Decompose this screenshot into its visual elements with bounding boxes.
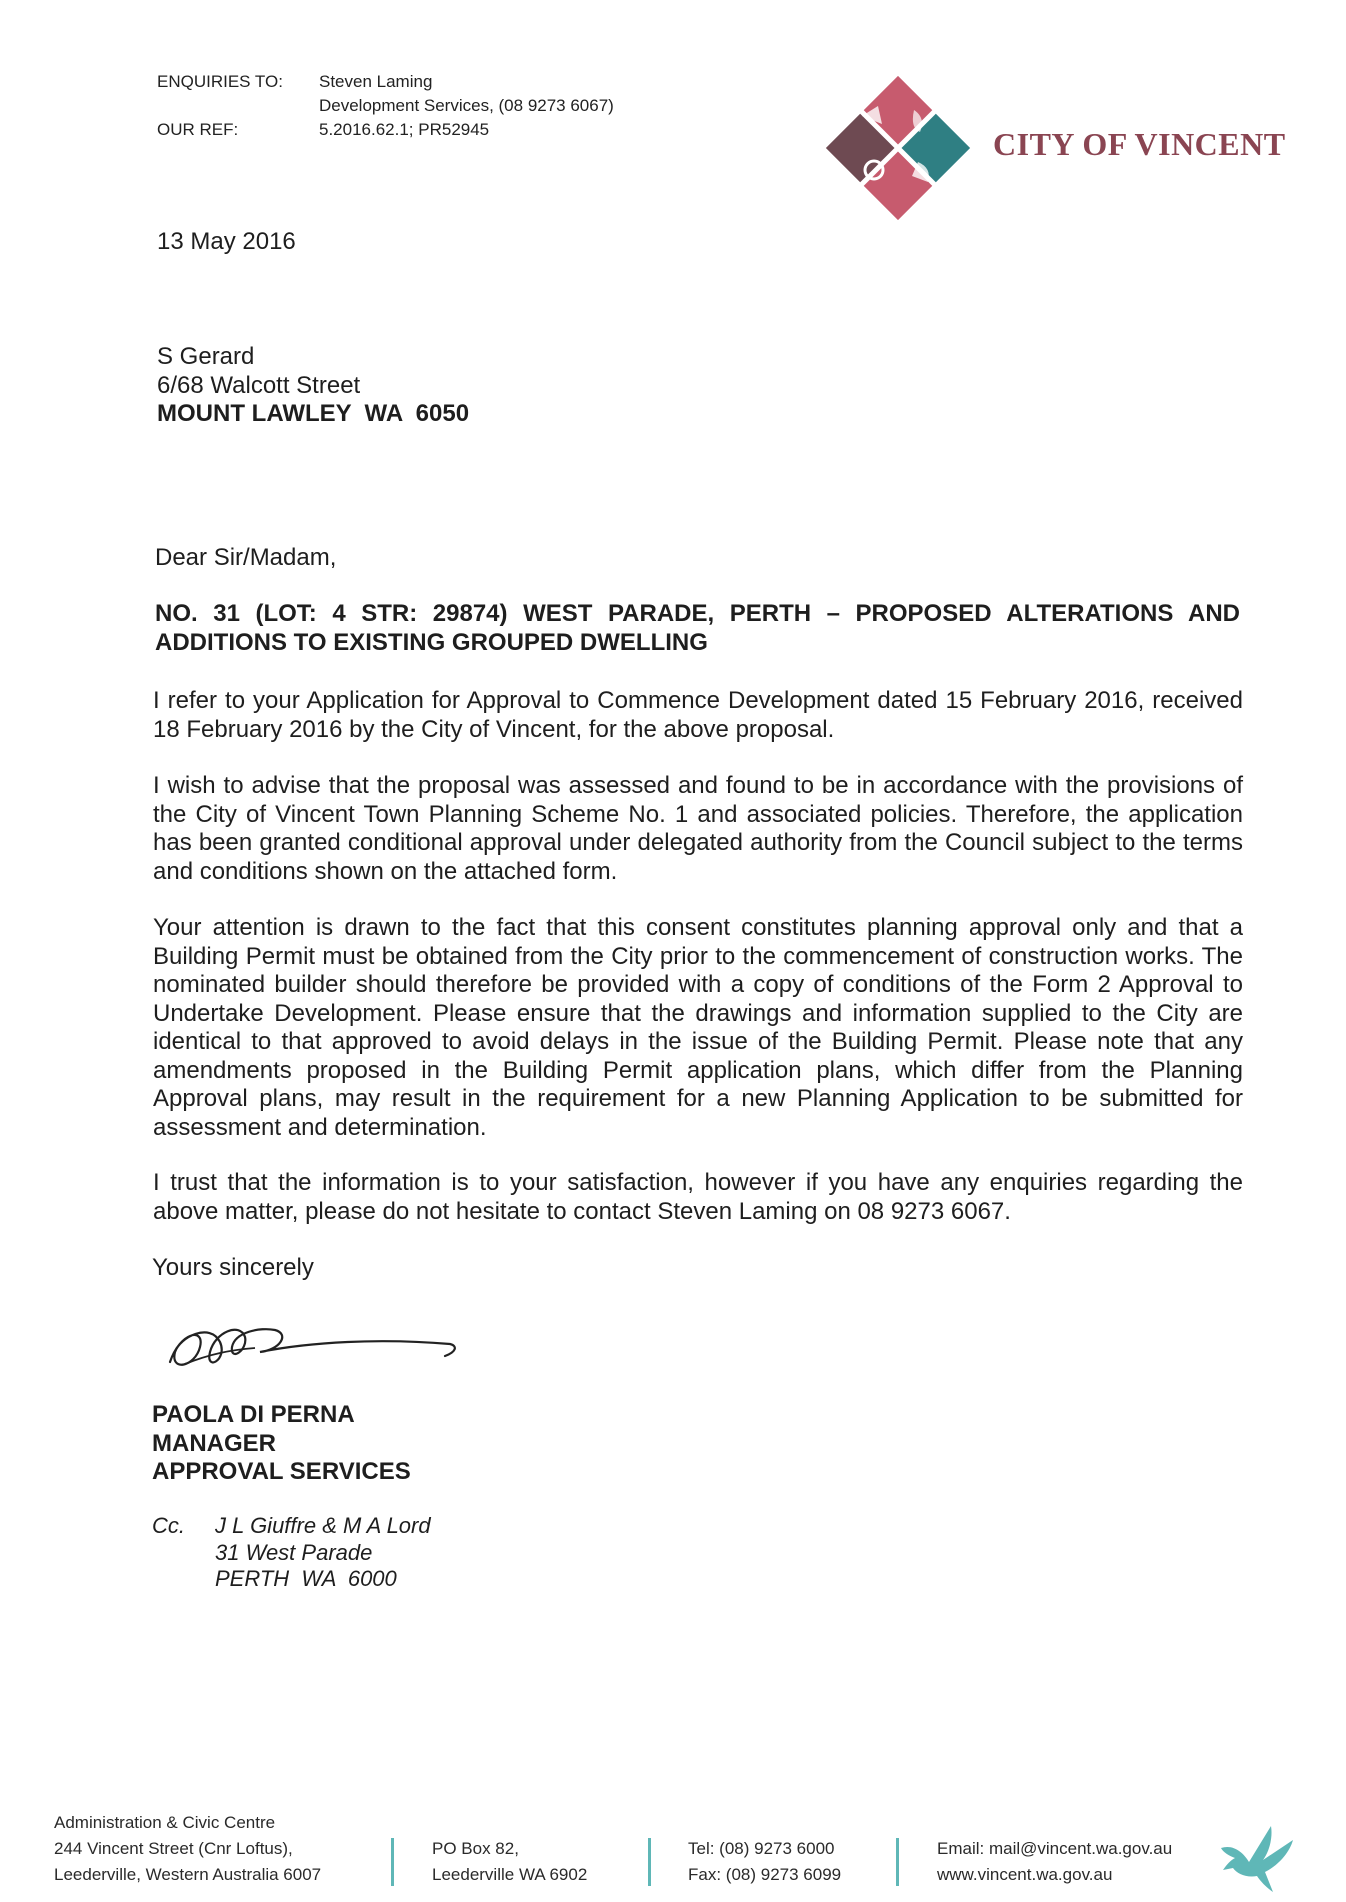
footer-po: PO Box 82, xyxy=(432,1839,519,1858)
bird-icon xyxy=(1213,1818,1303,1898)
paragraph: I trust that the information is to your satisfaction, however if you have any enquiries regarding the above matter, please do not hesitate to contact Steven Laming on 08 9273 6067. xyxy=(153,1169,1243,1225)
paragraph: I refer to your Application for Approval to Commence Development dated 15 February 2016, received 18 February 2016 by the City of Vincent, for the above proposal. xyxy=(153,687,1243,743)
footer-fax: Fax: (08) 9273 6099 xyxy=(688,1865,842,1884)
cc-address xyxy=(215,1513,431,1593)
footer-divider xyxy=(648,1838,651,1886)
footer-web: www.vincent.wa.gov.au xyxy=(937,1865,1113,1884)
footer-centre-locality: Leederville, Western Australia 6007 xyxy=(54,1865,322,1884)
recipient-locality: MOUNT LAWLEY WA 6050 xyxy=(157,400,470,427)
ref-label: OUR REF: xyxy=(157,120,239,139)
footer-divider xyxy=(391,1838,394,1886)
org-name: CITY OF VINCENT xyxy=(993,126,1286,162)
subject-heading: NO. 31 (LOT: 4 STR: 29874) WEST PARADE, PERTH – PROPOSED ALTERATIONS AND ADDITIONS TO EXISTING GROUPED DWELLING xyxy=(155,600,1240,656)
cc-locality: PERTH WA 6000 xyxy=(215,1566,397,1591)
footer-admin-centre xyxy=(54,1810,321,1888)
salutation: Dear Sir/Madam, xyxy=(155,544,337,571)
footer-po-box xyxy=(432,1836,587,1888)
footer-po-locality: Leederville WA 6902 xyxy=(432,1865,588,1884)
footer-centre-street: 244 Vincent Street (Cnr Loftus), xyxy=(54,1839,293,1858)
cc-names: J L Giuffre & M A Lord xyxy=(215,1513,431,1538)
footer-email: Email: mail@vincent.wa.gov.au xyxy=(937,1839,1173,1858)
paragraph: Your attention is drawn to the fact that this consent constitutes planning approval only and that a Building Permit must be obtained from the City prior to the commencement of construction works. The nominated builder should therefore be provided with a copy of conditions of the Form 2 Approval to Undertake Development. Please ensure that the drawings and information supplied to the City are identical to that approved to avoid delays in the issue of the Building Permit. Please note that any amendments proposed in the Building Permit application plans, which differ from the Planning Approval plans, may result in the requirement for a new Planning Application to be submitted for assessment and determination. xyxy=(153,914,1243,1141)
ref-value: 5.2016.62.1; PR52945 xyxy=(319,120,490,139)
signer-block xyxy=(152,1401,411,1487)
signer-title: MANAGER xyxy=(152,1429,276,1457)
footer-contact xyxy=(937,1836,1172,1888)
recipient-street: 6/68 Walcott Street xyxy=(157,371,361,399)
cc-label: Cc. xyxy=(152,1513,185,1538)
signer-unit: APPROVAL SERVICES xyxy=(152,1458,411,1485)
enquiries-name: Steven Laming xyxy=(319,72,433,91)
letter-date: 13 May 2016 xyxy=(157,228,296,255)
cc-street: 31 West Parade xyxy=(215,1539,373,1565)
recipient-name: S Gerard xyxy=(157,343,255,370)
footer-phone xyxy=(688,1836,841,1888)
handwritten-signature xyxy=(160,1302,460,1382)
closing: Yours sincerely xyxy=(152,1254,314,1281)
enquiries-dept: Development Services, (08 9273 6067) xyxy=(319,96,614,115)
paragraph: I wish to advise that the proposal was assessed and found to be in accordance with the provisions of the City of Vincent Town Planning Scheme No. 1 and associated policies. Therefore, the application has been granted conditional approval under delegated authority from the Council subject to the terms and conditions shown on the attached form. xyxy=(153,772,1243,885)
city-of-vincent-logo xyxy=(822,72,974,224)
signer-name: PAOLA DI PERNA xyxy=(152,1401,355,1428)
footer-tel: Tel: (08) 9273 6000 xyxy=(688,1839,835,1858)
footer-divider xyxy=(896,1838,899,1886)
enquiries-label: ENQUIRIES TO: xyxy=(157,72,283,91)
footer-centre-title: Administration & Civic Centre xyxy=(54,1813,276,1832)
recipient-address xyxy=(157,343,469,429)
